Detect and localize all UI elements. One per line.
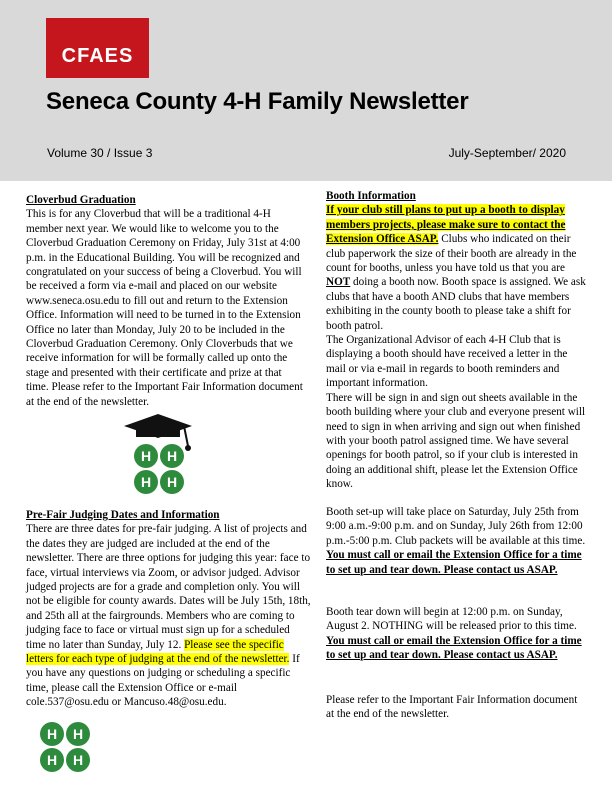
svg-text:H: H: [166, 448, 178, 464]
closing-section: [326, 693, 588, 722]
setup-text: Booth set-up will take place on Saturday, July 25th from 9:00 a.m.-9:00 p.m. and on Sunday, July 26th from 12:00 p.m.-5:00 p.m. Club packets will be available at this time.: [326, 506, 586, 547]
cloverbud-heading: Cloverbud Graduation: [26, 194, 136, 206]
page-title: Seneca County 4-H Family Newsletter: [46, 88, 469, 115]
svg-text:H: H: [140, 448, 152, 464]
svg-text:H: H: [46, 726, 58, 742]
booth-para-2: The Organizational Advisor of each 4-H Club that is displaying a booth should have received a letter in the mail or via e-mail in regards to booth reminders and important information.: [326, 334, 568, 390]
booth-text-2: doing a booth now. Booth space is assigned. We ask clubs that have a booth AND clubs that have members exhibiting in the county booth to please take a shift for booth patrol.: [326, 276, 586, 332]
teardown-section: [326, 605, 588, 663]
closing-body: Please refer to the Important Fair Information document at the end of the newsletter.: [326, 694, 578, 721]
prefair-text: There are three dates for pre-fair judging. A list of projects and the dates they are judged are included at the end of the newsletter. There are three options for judging this year: face to face, virtual interviews via Zoom, or advisor judged. Advisor judged projects are for a grade and completion only. You will not be eligible for county awards. Dates will be July 15th, 18th, and 25th all at the fairgrounds. Members who are coming to judging face to face or virtual must sign up for a scheduled time no later than Sunday, July 12.: [26, 523, 311, 651]
graduation-clover-icon: [118, 412, 198, 504]
booth-text-1: Clubs who indicated on their club paperwork the size of their booth are already in the count for booths, unless you have told us that you are: [326, 233, 577, 275]
booth-not-word: NOT: [326, 276, 351, 289]
booth-para-3: There will be sign in and sign out sheets available in the booth building where your club and everyone present will need to sign in when arriving and sign out when finished with your booth patrol assigned time. We have several openings for booth patrol, so if your club is interested in doing an additional shift, please let the Extension Office know.: [326, 391, 586, 491]
volume-label: Volume 30 / Issue 3: [47, 146, 153, 160]
booth-heading: Booth Information: [326, 190, 416, 202]
booth-body: [326, 203, 588, 333]
setup-section: [326, 505, 588, 577]
svg-text:H: H: [72, 752, 84, 768]
svg-text:H: H: [140, 474, 152, 490]
teardown-body: [326, 605, 588, 663]
booth-section: [326, 189, 588, 492]
setup-body: [326, 505, 588, 577]
teardown-emphasis: You must call or email the Extension Office for a time to set up and tear down. Please contact us ASAP.: [326, 634, 582, 662]
prefair-heading: Pre-Fair Judging Dates and Information: [26, 509, 220, 521]
setup-emphasis: You must call or email the Extension Office for a time to set up and tear down. Please contact us ASAP.: [326, 549, 582, 576]
svg-text:H: H: [72, 726, 84, 742]
prefair-highlight: Please see the specific letters for each type of judging at the end of the newsletter.: [26, 638, 290, 666]
logo-text: CFAES: [61, 45, 134, 67]
prefair-tail: If you have any questions on judging or scheduling a specific time, please call the Extension Office or e-mail cole.537@osu.edu or Mancuso.48@osu.edu.: [26, 653, 300, 709]
issue-date: July-September/ 2020: [448, 146, 566, 160]
svg-text:H: H: [166, 474, 178, 490]
svg-text:H: H: [46, 752, 58, 768]
teardown-text: Booth tear down will begin at 12:00 p.m. on Sunday, August 2. NOTHING will be released prior to this time.: [326, 606, 577, 633]
prefair-section: [26, 508, 312, 710]
cloverbud-body: This is for any Cloverbud that will be a traditional 4-H member next year. We would like to welcome you to the Cloverbud Graduation Ceremony on Friday, July 31st at 4:00 p.m. in the Educational Building. You will be recognized and congratulated on your success of being a Cloverbud. You will be received a form via e-mail and placed on our website www.seneca.osu.edu to fill out and return to the Extension Office. Information will need to be turned in to the Extension Office no later than Monday, July 20 to be included in the Cloverbud Graduation Ceremony. Only Cloverbuds that we receive information for will be formally called up onto the stage and presented with their certificate and prize at that time. Please refer to the Important Fair Information document at the end of the newsletter.: [26, 208, 303, 408]
cfaes-logo: [46, 18, 149, 78]
booth-highlight: If your club still plans to put up a booth to display members projects, please make sure to contact the Extension Office ASAP.: [326, 204, 566, 246]
cloverbud-section: [26, 193, 306, 409]
clover-icon: [36, 718, 94, 776]
prefair-body: [26, 522, 312, 709]
